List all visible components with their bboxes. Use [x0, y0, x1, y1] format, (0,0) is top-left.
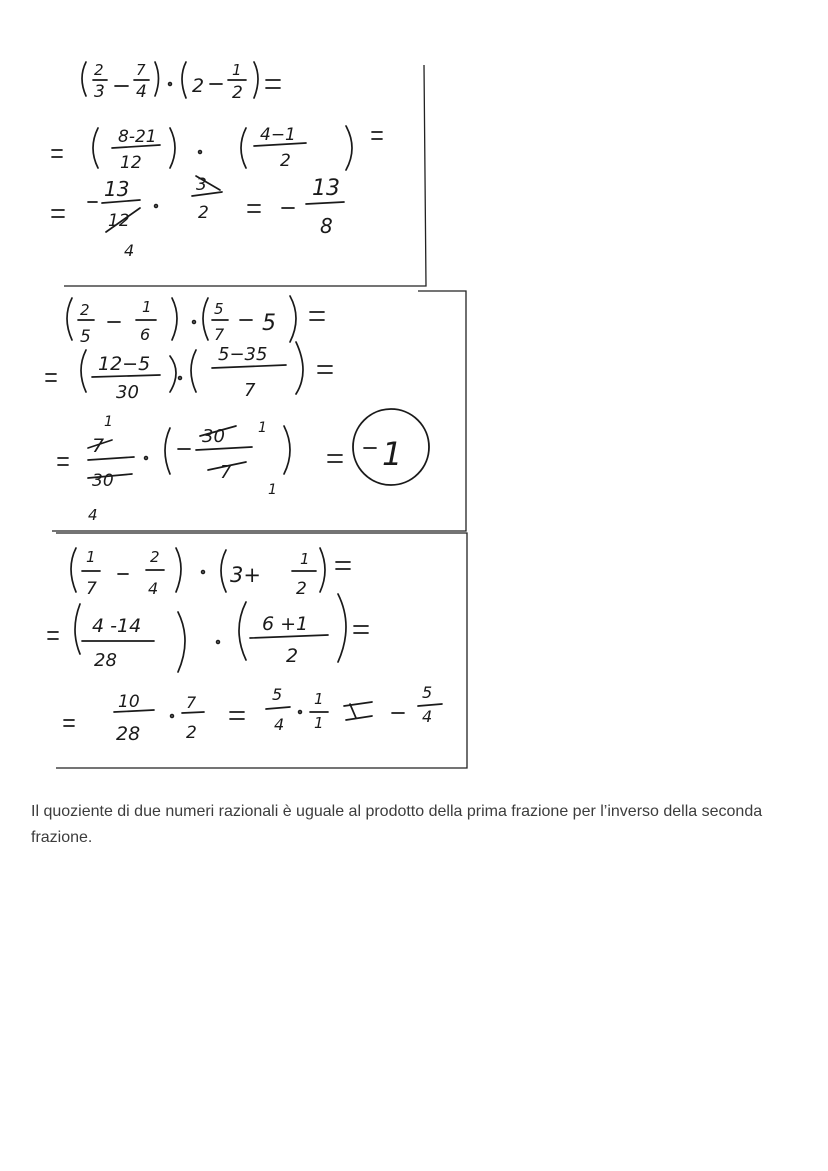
exercise-1	[52, 61, 382, 260]
svg-text:2: 2	[280, 151, 291, 171]
svg-text:28: 28	[116, 723, 141, 745]
svg-text:4: 4	[422, 707, 433, 726]
svg-text:7: 7	[186, 693, 197, 712]
svg-text:28: 28	[94, 650, 117, 671]
svg-text:5: 5	[272, 685, 283, 704]
svg-text:13: 13	[312, 176, 340, 201]
svg-text:7: 7	[244, 380, 256, 401]
svg-text:1: 1	[382, 435, 403, 473]
svg-text:4 -14: 4 -14	[92, 615, 142, 637]
svg-text:8-21: 8-21	[118, 127, 157, 147]
svg-text:7: 7	[220, 462, 232, 483]
svg-text:2: 2	[286, 645, 299, 667]
svg-text:7: 7	[136, 61, 146, 79]
svg-text:5: 5	[214, 300, 224, 318]
svg-text:13: 13	[104, 177, 130, 201]
svg-text:2: 2	[232, 83, 243, 103]
svg-text:5−35: 5−35	[218, 344, 268, 365]
svg-text:4: 4	[274, 715, 285, 734]
svg-text:8: 8	[320, 214, 333, 238]
svg-text:4: 4	[136, 82, 147, 102]
svg-text:7: 7	[92, 435, 105, 457]
svg-text:10: 10	[118, 692, 140, 712]
svg-text:2: 2	[150, 548, 160, 566]
svg-text:6: 6	[140, 325, 151, 344]
caption-text: Il quoziente di due numeri razionali è uguale al prodotto della prima frazione per l’inverso della seconda frazione.	[31, 803, 763, 846]
svg-text:1: 1	[86, 548, 96, 566]
svg-text:12−5: 12−5	[98, 353, 151, 375]
svg-text:30: 30	[92, 471, 114, 491]
svg-text:3: 3	[94, 82, 105, 102]
svg-text:6 +1: 6 +1	[262, 613, 309, 635]
exercise-2-line-2	[46, 342, 332, 403]
svg-text:2: 2	[192, 75, 205, 97]
svg-text:5: 5	[80, 327, 91, 347]
svg-text:5: 5	[262, 311, 276, 336]
svg-text:2: 2	[198, 203, 209, 223]
svg-text:12: 12	[120, 153, 142, 173]
svg-text:1: 1	[314, 690, 324, 708]
svg-text:2: 2	[186, 723, 197, 743]
svg-text:12: 12	[108, 211, 130, 231]
svg-text:2: 2	[80, 301, 90, 319]
svg-text:1: 1	[314, 714, 324, 732]
svg-text:2: 2	[94, 61, 104, 79]
exercise-3-line-3	[64, 683, 442, 745]
svg-text:5: 5	[422, 683, 433, 702]
svg-text:1: 1	[104, 414, 113, 430]
svg-text:1: 1	[232, 61, 242, 79]
svg-text:1: 1	[300, 550, 310, 568]
svg-text:2: 2	[296, 579, 307, 599]
svg-text:1: 1	[142, 298, 152, 316]
svg-text:3+: 3+	[230, 563, 261, 587]
exercise-2-line-1	[67, 296, 324, 347]
exercise-1-line-2	[52, 125, 382, 173]
svg-text:4: 4	[124, 241, 135, 260]
svg-text:4: 4	[88, 506, 98, 524]
exercise-1-line-1	[82, 61, 280, 103]
svg-text:7: 7	[86, 579, 97, 599]
exercise-2-line-3	[58, 409, 429, 524]
svg-text:30: 30	[116, 382, 139, 403]
svg-text:4−1: 4−1	[260, 125, 296, 145]
svg-text:3: 3	[196, 175, 207, 195]
svg-text:1: 1	[258, 420, 267, 436]
exercise-1-line-3	[52, 175, 344, 260]
exercise-2	[46, 296, 429, 524]
svg-text:1: 1	[268, 482, 277, 498]
svg-text:4: 4	[148, 579, 159, 598]
svg-text:7: 7	[214, 325, 225, 344]
exercise-3	[48, 548, 442, 745]
svg-text:30: 30	[202, 426, 225, 447]
frame-exercise-1	[64, 65, 426, 286]
exercise-3-line-2	[48, 594, 368, 672]
exercise-3-line-1	[71, 548, 350, 599]
